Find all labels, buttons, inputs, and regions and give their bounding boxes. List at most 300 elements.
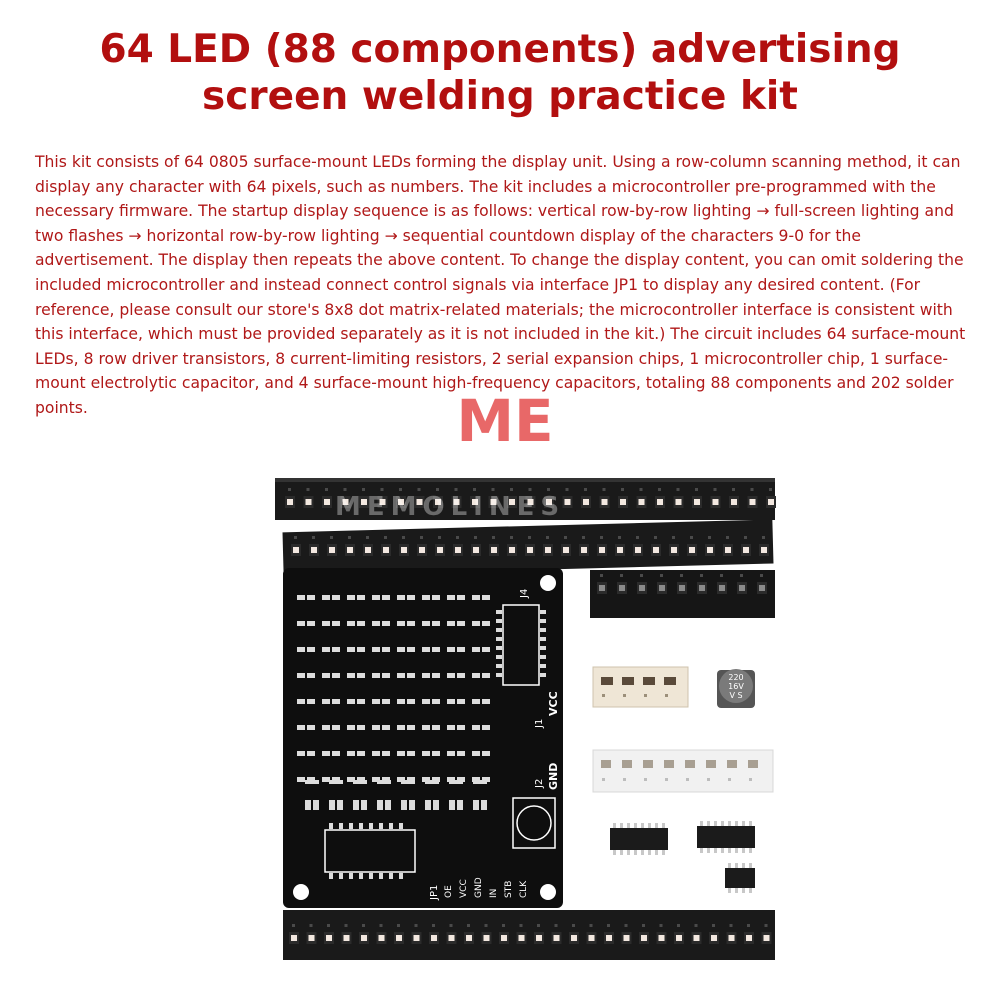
smd-part bbox=[624, 935, 630, 941]
led-pad bbox=[447, 621, 455, 626]
led-pad bbox=[457, 621, 465, 626]
sprocket-hole bbox=[677, 488, 680, 491]
chip-pin bbox=[389, 823, 393, 829]
chip-pin bbox=[735, 848, 738, 853]
transistor-pad bbox=[401, 780, 415, 784]
led-pad bbox=[432, 699, 440, 704]
smd-part bbox=[599, 547, 605, 553]
led-pad bbox=[357, 673, 365, 678]
led-pad bbox=[372, 595, 380, 600]
led-pad bbox=[297, 647, 305, 652]
capacitor-voltage: 16V bbox=[728, 682, 744, 691]
led-pad bbox=[332, 595, 340, 600]
chip-pin bbox=[634, 850, 637, 855]
sprocket-hole bbox=[658, 488, 661, 491]
electrolytic-capacitor bbox=[717, 669, 755, 708]
smd-part bbox=[764, 935, 770, 941]
led-pad bbox=[407, 725, 415, 730]
sprocket-hole bbox=[600, 574, 603, 577]
sprocket-hole bbox=[564, 536, 567, 539]
led-pad bbox=[397, 621, 405, 626]
led-pad bbox=[322, 777, 330, 782]
resistor-pad bbox=[449, 800, 455, 810]
led-pad bbox=[357, 699, 365, 704]
led-pad bbox=[407, 751, 415, 756]
resistor-pad bbox=[401, 800, 407, 810]
led-pad bbox=[372, 621, 380, 626]
sprocket-hole bbox=[640, 574, 643, 577]
led-pad bbox=[472, 647, 480, 652]
led-pad bbox=[297, 595, 305, 600]
led-pad bbox=[407, 595, 415, 600]
capacitor-part bbox=[706, 760, 716, 768]
led-pad bbox=[397, 699, 405, 704]
led-pad bbox=[347, 621, 355, 626]
sprocket-hole bbox=[555, 924, 558, 927]
led-pad bbox=[347, 673, 355, 678]
led-pad bbox=[472, 621, 480, 626]
sprocket-hole bbox=[603, 488, 606, 491]
ic-chip-2 bbox=[697, 821, 755, 853]
chip-pin bbox=[627, 823, 630, 828]
sprocket-hole bbox=[294, 536, 297, 539]
smd-part bbox=[536, 935, 542, 941]
led-pad bbox=[322, 699, 330, 704]
resistor-pad bbox=[377, 800, 383, 810]
led-pad bbox=[457, 673, 465, 678]
smd-part bbox=[383, 547, 389, 553]
sprocket-hole bbox=[623, 778, 626, 781]
led-pad bbox=[422, 751, 430, 756]
sprocket-hole bbox=[438, 536, 441, 539]
smd-part bbox=[565, 499, 571, 505]
chip-pin bbox=[627, 850, 630, 855]
led-pad bbox=[482, 595, 490, 600]
sprocket-hole bbox=[537, 924, 540, 927]
capacitor-part bbox=[748, 760, 758, 768]
sprocket-hole bbox=[623, 694, 626, 697]
chip-pin bbox=[540, 673, 546, 677]
led-pad bbox=[307, 647, 315, 652]
led-pad bbox=[422, 673, 430, 678]
sprocket-hole bbox=[720, 574, 723, 577]
sprocket-hole bbox=[602, 778, 605, 781]
chip-pin bbox=[613, 850, 616, 855]
chip-pin bbox=[379, 873, 383, 879]
resistor-pad bbox=[313, 800, 319, 810]
led-pad bbox=[357, 595, 365, 600]
smd-part bbox=[431, 935, 437, 941]
led-pad bbox=[472, 725, 480, 730]
sprocket-hole bbox=[327, 924, 330, 927]
resistor-pad bbox=[329, 800, 335, 810]
chip-pin bbox=[496, 646, 502, 650]
led-pad bbox=[457, 647, 465, 652]
led-pad bbox=[347, 751, 355, 756]
chip-pin bbox=[540, 610, 546, 614]
led-pad bbox=[322, 751, 330, 756]
chip-pin bbox=[742, 821, 745, 826]
smd-part bbox=[761, 547, 767, 553]
smd-part bbox=[309, 935, 315, 941]
chip-pin bbox=[728, 848, 731, 853]
sprocket-hole bbox=[348, 536, 351, 539]
led-pad bbox=[307, 673, 315, 678]
sprocket-hole bbox=[307, 488, 310, 491]
smd-part bbox=[694, 935, 700, 941]
chip-pin bbox=[735, 821, 738, 826]
smd-part bbox=[639, 585, 645, 591]
sprocket-hole bbox=[455, 488, 458, 491]
led-pad bbox=[422, 595, 430, 600]
sprocket-hole bbox=[467, 924, 470, 927]
chip-pin bbox=[728, 821, 731, 826]
led-pad bbox=[472, 595, 480, 600]
smd-part bbox=[746, 935, 752, 941]
chip-pin bbox=[540, 628, 546, 632]
led-pad bbox=[382, 699, 390, 704]
resistor-pad bbox=[385, 800, 391, 810]
sprocket-hole bbox=[677, 924, 680, 927]
chip-pin bbox=[662, 850, 665, 855]
smd-part bbox=[599, 585, 605, 591]
resistor-pad bbox=[305, 800, 311, 810]
led-pad bbox=[307, 595, 315, 600]
led-pad bbox=[432, 595, 440, 600]
sprocket-hole bbox=[665, 694, 668, 697]
capacitor-part bbox=[601, 760, 611, 768]
led-pad bbox=[322, 595, 330, 600]
smd-part bbox=[739, 585, 745, 591]
chip-pin bbox=[620, 823, 623, 828]
led-pad bbox=[472, 751, 480, 756]
mounting-hole bbox=[293, 884, 309, 900]
ic-chip-1 bbox=[610, 823, 668, 855]
resistor-pad bbox=[473, 800, 479, 810]
led-pad bbox=[397, 595, 405, 600]
chip-pin bbox=[735, 863, 738, 868]
smd-part bbox=[731, 499, 737, 505]
led-pad bbox=[372, 673, 380, 678]
chip-pin bbox=[540, 664, 546, 668]
sprocket-hole bbox=[492, 488, 495, 491]
chip-pin bbox=[339, 823, 343, 829]
led-pad bbox=[382, 621, 390, 626]
led-pad bbox=[447, 673, 455, 678]
led-pad bbox=[407, 621, 415, 626]
sprocket-hole bbox=[740, 574, 743, 577]
led-pad bbox=[372, 751, 380, 756]
smd-part bbox=[491, 547, 497, 553]
sprocket-hole bbox=[747, 924, 750, 927]
chip-pin bbox=[389, 873, 393, 879]
smd-part bbox=[725, 547, 731, 553]
sprocket-hole bbox=[528, 536, 531, 539]
jp1-pin-label: GND bbox=[474, 877, 484, 898]
chip-pin bbox=[700, 821, 703, 826]
j4-label: J4 bbox=[519, 588, 530, 598]
smd-part bbox=[437, 547, 443, 553]
sprocket-hole bbox=[510, 488, 513, 491]
chip-pin bbox=[714, 848, 717, 853]
sprocket-hole bbox=[654, 536, 657, 539]
sprocket-hole bbox=[714, 488, 717, 491]
chip-pin bbox=[496, 619, 502, 623]
sprocket-hole bbox=[288, 488, 291, 491]
jp1-pin-label: IN bbox=[489, 888, 499, 898]
smd-part bbox=[620, 499, 626, 505]
sprocket-hole bbox=[644, 778, 647, 781]
chip-pin bbox=[742, 863, 745, 868]
chip-pin bbox=[641, 850, 644, 855]
smd-part bbox=[473, 547, 479, 553]
chip-pin bbox=[749, 821, 752, 826]
smd-part bbox=[657, 499, 663, 505]
chip-pin bbox=[728, 888, 731, 893]
smd-part bbox=[581, 547, 587, 553]
led-pad bbox=[457, 595, 465, 600]
smd-part bbox=[768, 499, 774, 505]
led-pad bbox=[422, 699, 430, 704]
sprocket-hole bbox=[432, 924, 435, 927]
jp1-label: JP1 bbox=[429, 884, 440, 900]
watermark-logo-text: ME bbox=[456, 387, 554, 455]
led-pad bbox=[297, 673, 305, 678]
led-pad bbox=[357, 647, 365, 652]
led-pad bbox=[372, 725, 380, 730]
sprocket-hole bbox=[510, 536, 513, 539]
smd-part bbox=[671, 547, 677, 553]
sprocket-hole bbox=[344, 488, 347, 491]
sprocket-hole bbox=[384, 536, 387, 539]
sprocket-hole bbox=[402, 536, 405, 539]
chip-pin bbox=[749, 848, 752, 853]
capacitor-part bbox=[643, 760, 653, 768]
led-pad bbox=[447, 699, 455, 704]
led-pad bbox=[422, 725, 430, 730]
chip-pin bbox=[339, 873, 343, 879]
smd-part bbox=[306, 499, 312, 505]
sprocket-hole bbox=[566, 488, 569, 491]
led-pad bbox=[332, 621, 340, 626]
sprocket-hole bbox=[362, 488, 365, 491]
led-pad bbox=[332, 647, 340, 652]
smd-part bbox=[589, 935, 595, 941]
sprocket-hole bbox=[708, 536, 711, 539]
led-pad bbox=[347, 699, 355, 704]
chip-pin bbox=[728, 863, 731, 868]
smd-part bbox=[291, 935, 297, 941]
led-pad bbox=[432, 751, 440, 756]
chip-pin bbox=[662, 823, 665, 828]
sprocket-hole bbox=[730, 924, 733, 927]
smd-part bbox=[396, 935, 402, 941]
led-pad bbox=[472, 673, 480, 678]
capacitor-series: V S bbox=[729, 691, 743, 700]
smd-part bbox=[361, 935, 367, 941]
chip-pin bbox=[359, 873, 363, 879]
led-pad bbox=[347, 647, 355, 652]
led-pad bbox=[382, 725, 390, 730]
capacitor-part bbox=[664, 760, 674, 768]
sprocket-hole bbox=[749, 778, 752, 781]
sprocket-hole bbox=[636, 536, 639, 539]
led-pad bbox=[297, 777, 305, 782]
title-line-1: 64 LED (88 components) advertising bbox=[99, 27, 901, 72]
resistor-pad bbox=[361, 800, 367, 810]
resistor-pad bbox=[457, 800, 463, 810]
chip-pin bbox=[379, 823, 383, 829]
transistor-pad bbox=[449, 780, 463, 784]
led-pad bbox=[447, 751, 455, 756]
sprocket-hole bbox=[672, 536, 675, 539]
chip-pin bbox=[655, 823, 658, 828]
chip-pin bbox=[721, 821, 724, 826]
title-line-2: screen welding practice kit bbox=[202, 74, 798, 119]
led-pad bbox=[382, 751, 390, 756]
transistor-pad bbox=[353, 780, 367, 784]
led-pad bbox=[482, 647, 490, 652]
led-pad bbox=[332, 699, 340, 704]
sprocket-hole bbox=[474, 536, 477, 539]
led-tape-strip-second bbox=[283, 520, 774, 577]
product-photo bbox=[265, 470, 785, 980]
led-pad bbox=[397, 751, 405, 756]
smd-part bbox=[689, 547, 695, 553]
smd-part bbox=[466, 935, 472, 941]
led-pad bbox=[422, 647, 430, 652]
sprocket-hole bbox=[660, 574, 663, 577]
smd-part bbox=[545, 547, 551, 553]
sprocket-hole bbox=[546, 536, 549, 539]
led-pad bbox=[357, 621, 365, 626]
sprocket-hole bbox=[520, 924, 523, 927]
led-pad bbox=[482, 725, 490, 730]
smd-part bbox=[563, 547, 569, 553]
smd-part bbox=[571, 935, 577, 941]
sprocket-hole bbox=[690, 536, 693, 539]
smd-part bbox=[414, 935, 420, 941]
watermark-text: MEMOLINES bbox=[335, 492, 566, 522]
resistor-part bbox=[643, 677, 655, 685]
smd-part bbox=[329, 547, 335, 553]
led-pad bbox=[397, 673, 405, 678]
sprocket-hole bbox=[492, 536, 495, 539]
chip-pin bbox=[742, 848, 745, 853]
resistor-part bbox=[622, 677, 634, 685]
sprocket-hole bbox=[399, 488, 402, 491]
smd-part bbox=[602, 499, 608, 505]
resistor-part bbox=[664, 677, 676, 685]
led-pad bbox=[332, 673, 340, 678]
smd-part bbox=[519, 935, 525, 941]
capacitor-part bbox=[727, 760, 737, 768]
sprocket-hole bbox=[732, 488, 735, 491]
smd-part bbox=[606, 935, 612, 941]
chip-pin bbox=[496, 655, 502, 659]
sprocket-hole bbox=[473, 488, 476, 491]
led-pad bbox=[307, 621, 315, 626]
smd-part bbox=[311, 547, 317, 553]
resistor-part bbox=[601, 677, 613, 685]
sprocket-hole bbox=[726, 536, 729, 539]
led-pad bbox=[407, 673, 415, 678]
led-pad bbox=[307, 725, 315, 730]
sprocket-hole bbox=[310, 924, 313, 927]
transistor-pad bbox=[305, 780, 319, 784]
sprocket-hole bbox=[602, 694, 605, 697]
chip-pin bbox=[648, 823, 651, 828]
led-pad bbox=[432, 647, 440, 652]
jp1-pin-label: STB bbox=[504, 880, 514, 898]
led-pad bbox=[482, 751, 490, 756]
capacitor-value: 220 bbox=[728, 673, 744, 682]
chip-pin bbox=[496, 664, 502, 668]
led-pad bbox=[482, 699, 490, 704]
smd-part bbox=[707, 547, 713, 553]
mounting-hole bbox=[540, 575, 556, 591]
smd-part bbox=[324, 499, 330, 505]
smd-part bbox=[419, 547, 425, 553]
sprocket-hole bbox=[707, 778, 710, 781]
sprocket-hole bbox=[584, 488, 587, 491]
sprocket-hole bbox=[380, 924, 383, 927]
smd-part bbox=[719, 585, 725, 591]
sprocket-hole bbox=[618, 536, 621, 539]
chip-pin bbox=[359, 823, 363, 829]
sprocket-hole bbox=[607, 924, 610, 927]
sprocket-hole bbox=[660, 924, 663, 927]
mounting-hole bbox=[540, 884, 556, 900]
resistor-tape bbox=[593, 667, 688, 707]
led-pad bbox=[307, 699, 315, 704]
sprocket-hole bbox=[502, 924, 505, 927]
led-pad bbox=[372, 647, 380, 652]
led-pad bbox=[347, 595, 355, 600]
pcb-board bbox=[283, 568, 563, 908]
transistor-pad bbox=[329, 780, 343, 784]
smd-part bbox=[711, 935, 717, 941]
led-pad bbox=[397, 647, 405, 652]
led-pad bbox=[432, 673, 440, 678]
led-pad bbox=[307, 751, 315, 756]
product-description: This kit consists of 64 0805 surface-mount LEDs forming the display unit. Using a row-column scanning method, it can display any character with 64 pixels, such as numbers. The kit includes a microcontroller pre-programmed with the necessary firmware. The startup display sequence is as follows: vertical row-by-row lighting → full-screen lighting and two flashes → horizontal row-by-row lighting → sequential countdown display of the characters 9-0 for the advertisement. The display then repeats the above content. To change the display content, you can omit soldering the included microcontroller and instead connect control signals via interface JP1 to display any desired content. (For reference, please consult our store's 8x8 dot matrix-related materials; the microcontroller interface is consistent with this interface, which must be provided separately as it is not included in the kit.) The circuit includes 64 surface-mount LEDs, 8 row driver transistors, 8 current-limiting resistors, 2 serial expansion chips, 1 microcontroller chip, 1 surface-mount electrolytic capacitor, and 4 surface-mount high-frequency capacitors, totaling 88 components and 202 solder points. bbox=[35, 153, 966, 417]
sprocket-hole bbox=[769, 488, 772, 491]
led-pad bbox=[322, 621, 330, 626]
chip-pin bbox=[613, 823, 616, 828]
smd-part bbox=[287, 499, 293, 505]
smd-part bbox=[501, 935, 507, 941]
led-pad bbox=[297, 699, 305, 704]
smd-part bbox=[713, 499, 719, 505]
sprocket-hole bbox=[590, 924, 593, 927]
capacitor-part bbox=[685, 760, 695, 768]
chip-pin bbox=[707, 848, 710, 853]
led-pad bbox=[397, 725, 405, 730]
chip-pin bbox=[641, 823, 644, 828]
led-pad bbox=[457, 699, 465, 704]
sprocket-hole bbox=[751, 488, 754, 491]
smd-part bbox=[639, 499, 645, 505]
chip-pin bbox=[735, 888, 738, 893]
smd-part bbox=[347, 547, 353, 553]
sprocket-hole bbox=[312, 536, 315, 539]
sprocket-hole bbox=[485, 924, 488, 927]
sprocket-hole bbox=[381, 488, 384, 491]
chip-pin bbox=[749, 888, 752, 893]
sprocket-hole bbox=[760, 574, 763, 577]
chip-pin bbox=[496, 673, 502, 677]
